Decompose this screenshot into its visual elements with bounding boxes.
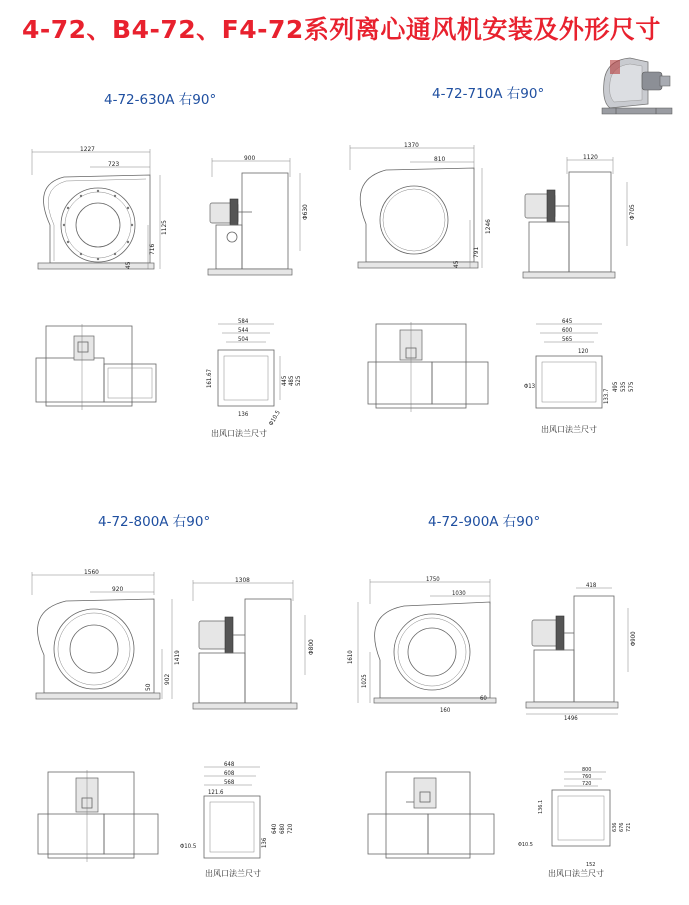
- flange-mid: 608: [224, 770, 235, 777]
- dim-shaft-height: 902: [163, 673, 171, 685]
- flange-pitch: 152: [586, 862, 596, 868]
- dim-inlet-offset: 920: [112, 585, 124, 593]
- dim-overall-width: 1227: [80, 145, 95, 153]
- flange-hole-gap: 133.7: [603, 388, 610, 404]
- dim-total-height: 1246: [484, 219, 492, 234]
- flange-h-outer: 525: [295, 375, 302, 386]
- flange-offset: 120: [578, 348, 589, 355]
- flange-hole: Φ10.5: [180, 843, 197, 850]
- flange-h-mid: 535: [620, 381, 627, 392]
- dim-width: 900: [244, 154, 256, 162]
- flange-caption-710a: 出风口法兰尺寸: [541, 425, 597, 434]
- side-view-710a: [342, 140, 497, 280]
- front-view-900a: [520, 580, 645, 720]
- model-label-800a: 4-72-800A 右90°: [98, 514, 211, 530]
- flange-outer: 645: [562, 318, 573, 325]
- dim-outlet-dia: Φ800: [307, 639, 315, 655]
- dim-width: 1496: [564, 715, 578, 722]
- dim-shaft-height: 1025: [361, 674, 368, 688]
- fan-product-photo: [596, 52, 676, 118]
- front-view-710a: [515, 150, 645, 280]
- top-view-800a: [36, 768, 171, 868]
- front-view-630a: [200, 155, 315, 280]
- flange-h-outer: 575: [628, 381, 635, 392]
- flange-inner: 720: [582, 781, 592, 787]
- model-label-630a: 4-72-630A 右90°: [104, 92, 217, 108]
- flange-hole-gap: 121.6: [208, 789, 224, 796]
- dim-base: 60: [480, 695, 487, 702]
- flange-h-mid: 676: [619, 822, 625, 832]
- flange-inner: 504: [238, 336, 249, 343]
- flange-800a: [180, 762, 305, 867]
- flange-caption-900a: 出风口法兰尺寸: [548, 869, 604, 878]
- dim-overall-width: 1750: [426, 576, 440, 583]
- flange-630a: [200, 320, 310, 435]
- dim-outlet-dia: Φ900: [630, 631, 637, 646]
- flange-h-mid: 680: [279, 823, 286, 834]
- flange-710a: [522, 320, 642, 425]
- dim-inlet-offset: 723: [108, 160, 120, 168]
- dim-base: 50: [144, 683, 152, 691]
- dim-total-height: 1419: [173, 650, 181, 665]
- flange-mid: 544: [238, 327, 249, 334]
- model-label-900a: 4-72-900A 右90°: [428, 514, 541, 530]
- top-view-630a: [34, 318, 169, 418]
- flange-caption-800a: 出风口法兰尺寸: [205, 869, 261, 878]
- dim-overall-width: 1370: [404, 141, 419, 149]
- flange-hole: Φ10.5: [267, 409, 282, 427]
- front-view-800a: [185, 575, 325, 715]
- flange-outer: 648: [224, 761, 235, 768]
- model-label-710a: 4-72-710A 右90°: [432, 86, 545, 102]
- flange-inner: 568: [224, 779, 235, 786]
- dim-base: 45: [124, 261, 132, 269]
- side-view-630a: [20, 145, 170, 280]
- top-view-900a: [366, 768, 501, 868]
- page-title: 4-72、B4-72、F4-72系列离心通风机安装及外形尺寸: [22, 15, 661, 44]
- dim-total-height: 1610: [347, 650, 354, 664]
- flange-mid: 600: [562, 327, 573, 334]
- dim-shaft-height: 791: [472, 246, 480, 258]
- flange-outer: 800: [582, 767, 592, 773]
- flange-900a: [518, 768, 643, 873]
- dim-inlet-offset: 810: [434, 155, 446, 163]
- dim-base: 45: [452, 260, 460, 268]
- dim-foot: 160: [440, 707, 451, 714]
- flange-h-outer: 720: [287, 823, 294, 834]
- flange-hole: Φ13: [524, 383, 536, 390]
- flange-h-inner: 495: [612, 381, 619, 392]
- flange-h-mid: 485: [288, 375, 295, 386]
- dim-outlet-dia: Φ630: [301, 204, 309, 220]
- dim-outlet-dia: Φ705: [628, 204, 636, 220]
- dim-inlet-offset: 1030: [452, 590, 466, 597]
- flange-caption-630a: 出风口法兰尺寸: [211, 429, 267, 438]
- dim-overall-width: 1560: [84, 568, 99, 576]
- flange-hole-gap: 161.67: [206, 369, 213, 388]
- side-view-800a: [22, 565, 182, 715]
- flange-hole: Φ10.5: [518, 842, 533, 848]
- flange-inner: 565: [562, 336, 573, 343]
- dim-width: 1308: [235, 576, 250, 584]
- flange-h-inner: 636: [612, 822, 618, 832]
- dim-width: 1120: [583, 153, 598, 161]
- flange-pitch: 136: [238, 411, 249, 418]
- dim-total-height: 1125: [160, 220, 168, 235]
- flange-pitch: 136: [261, 837, 268, 848]
- flange-h-inner: 640: [271, 823, 278, 834]
- flange-h-outer: 721: [626, 822, 632, 832]
- flange-hole-gap: 136.1: [538, 799, 544, 814]
- dim-offset: 418: [586, 582, 597, 589]
- flange-mid: 760: [582, 774, 592, 780]
- top-view-710a: [366, 318, 496, 418]
- flange-h-inner: 445: [281, 375, 288, 386]
- dim-shaft-height: 716: [148, 243, 156, 255]
- side-view-900a: [340, 570, 500, 720]
- flange-outer: 584: [238, 318, 249, 325]
